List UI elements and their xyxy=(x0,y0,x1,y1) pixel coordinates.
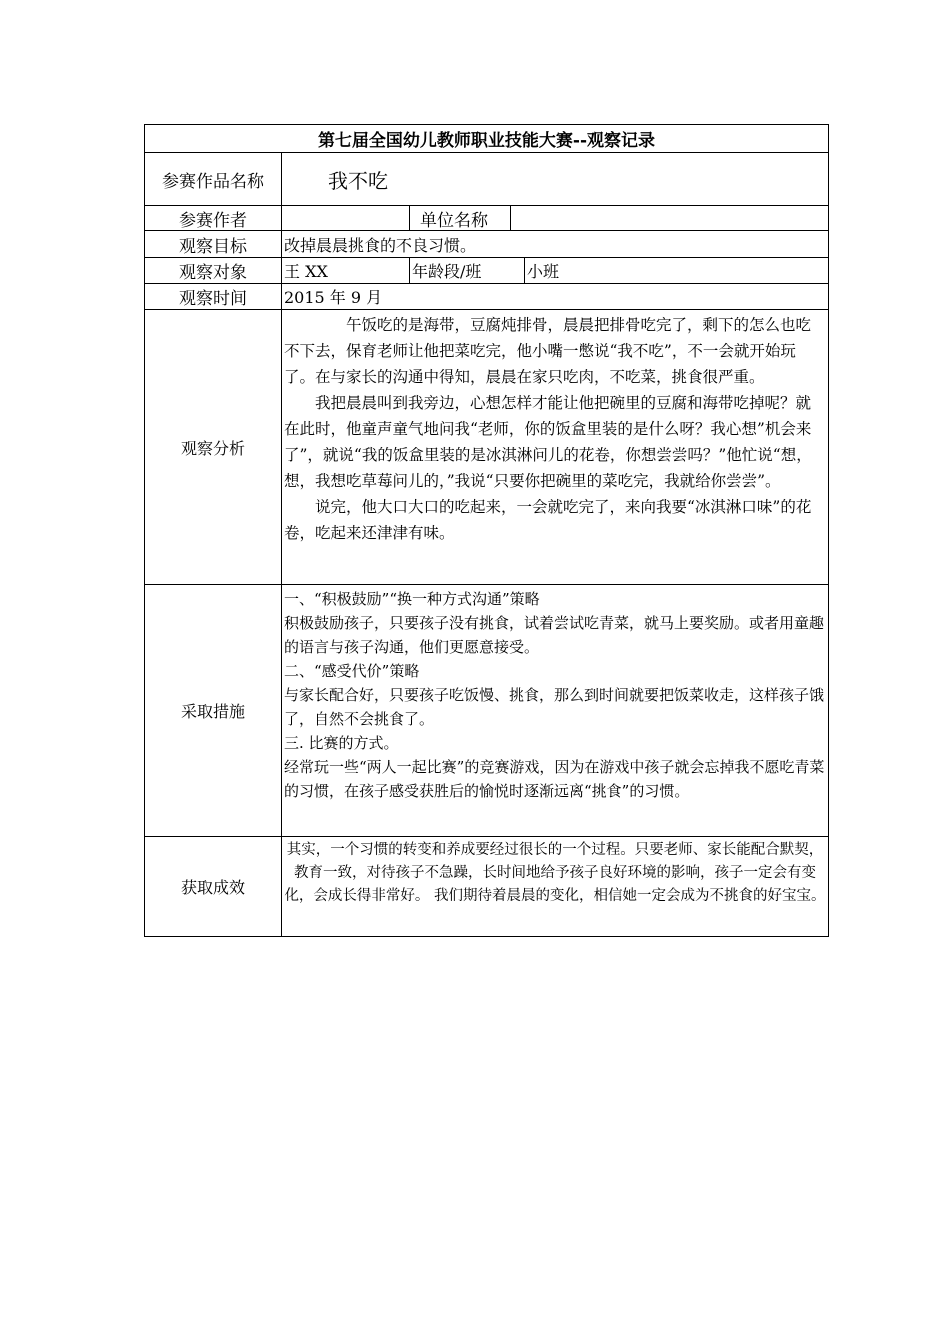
analysis-row xyxy=(145,309,828,584)
title-row xyxy=(145,125,828,152)
measures-row xyxy=(145,584,828,836)
measure-text-2: 与家长配合好，只要孩子吃饭慢、挑食，那么到时间就要把饭菜收走，这样孩子饿了，自然不会挑食了。 xyxy=(284,686,825,728)
subject-row xyxy=(145,257,828,283)
measure-heading-2: 二、“感受代价”策略 xyxy=(284,662,420,680)
results-label: 获取成效 xyxy=(180,878,245,897)
work-name-label: 参赛作品名称 xyxy=(162,171,264,192)
analysis-paragraph-2: 我把晨晨叫到我旁边，心想怎样才能让他把碗里的豆腐和海带吃掉呢？就在此时，他童声童气地问我“老师，你的饭盒里装的是什么呀？我心想”机会来了”，就说“我的饭盒里装的是冰淇淋问儿的花卷，你想尝尝吗？”他忙说“想，想，我想吃草莓问儿的，”我说“只要你把碗里的菜吃完，我就给你尝尝”。 xyxy=(284,394,812,490)
work-name-row xyxy=(145,152,828,205)
results-row xyxy=(145,836,828,936)
results-paragraph: 其实，一个习惯的转变和养成要经过很长的一个过程。只要老师、家长能配合默契，教育一致，对待孩子不急躁，长时间地给予孩子良好环境的影响，孩子一定会有变化，会成长得非常好。 我们期待着晨晨的变化，相信她一定会成为不挑食的好宝宝。 xyxy=(284,842,826,904)
table-title: 第七届全国幼儿教师职业技能大赛--观察记录 xyxy=(317,131,656,151)
measure-text-3: 经常玩一些“两人一起比赛”的竞赛游戏，因为在游戏中孩子就会忘掉我不愿吃青菜的习惯，在孩子感受获胜后的愉悦时逐渐远离“挑食”的习惯。 xyxy=(284,758,825,800)
analysis-paragraph-1: 午饭吃的是海带，豆腐炖排骨，晨晨把排骨吃完了，剩下的怎么也吃不下去，保育老师让他把菜吃完，他小嘴一憋说“我不吃”，不一会就开始玩了。在与家长的沟通中得知，晨晨在家只吃肉，不吃菜，挑食很严重。 xyxy=(284,316,812,386)
analysis-content xyxy=(281,310,828,584)
author-row xyxy=(145,205,828,230)
measure-text-1: 积极鼓励孩子，只要孩子没有挑食，试着尝试吃青菜，就马上要奖励。或者用童趣的语言与孩子沟通，他们更愿意接受。 xyxy=(284,614,825,656)
author-value xyxy=(281,206,409,230)
work-name-value: 我不吃 xyxy=(281,153,828,205)
goal-value: 改掉晨晨挑食的不良习惯。 xyxy=(281,231,828,257)
age-class-value: 小班 xyxy=(524,258,828,283)
goal-label: 观察目标 xyxy=(179,236,247,257)
subject-label: 观察对象 xyxy=(179,263,247,283)
measure-heading-3: 三. 比赛的方式。 xyxy=(284,734,399,752)
subject-value: 王 XX xyxy=(281,258,409,283)
measures-content xyxy=(281,585,828,836)
time-value: 2015 年 9 月 xyxy=(281,284,828,309)
author-label: 参赛作者 xyxy=(179,210,247,231)
unit-value xyxy=(510,206,828,230)
analysis-label: 观察分析 xyxy=(180,438,245,458)
unit-label: 单位名称 xyxy=(409,206,510,230)
age-class-label: 年龄段/班 xyxy=(409,258,524,283)
analysis-paragraph-3: 说完，他大口大口的吃起来，一会就吃完了，来向我要“冰淇淋口味”的花卷，吃起来还津津有味。 xyxy=(284,498,812,542)
observation-record-table xyxy=(144,124,829,937)
measure-heading-1: 一、“积极鼓励”“换一种方式沟通”策略 xyxy=(284,590,540,608)
time-row xyxy=(145,283,828,309)
measures-label: 采取措施 xyxy=(180,702,245,721)
results-content xyxy=(281,837,828,936)
time-label: 观察时间 xyxy=(179,289,247,309)
goal-row xyxy=(145,230,828,257)
